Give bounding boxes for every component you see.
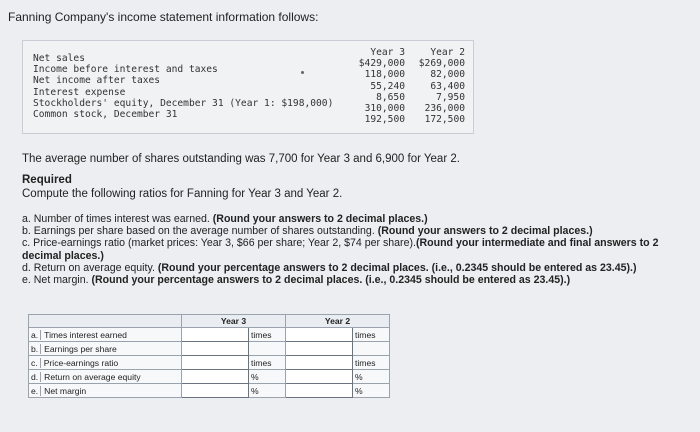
year2-value: 172,500 — [424, 114, 465, 126]
instruction-text: e. Net margin. — [22, 274, 92, 287]
year2-value: 63,400 — [430, 80, 465, 92]
instruction-text: b. Earnings per share based on the average number of shares outstanding. — [22, 225, 378, 238]
year3-value: 310,000 — [364, 103, 405, 115]
statement-label: Income before interest and taxes — [33, 64, 218, 76]
instruction-list — [22, 213, 696, 286]
year3-value: $429,000 — [358, 58, 405, 70]
row-label-text: Price-earnings ratio — [43, 357, 119, 368]
statement-label: Net income after taxes — [33, 75, 161, 87]
intro-text: Fanning Company's income statement information follows: — [8, 10, 319, 24]
year3-header: Year 3 — [182, 315, 286, 328]
year3-answer-input[interactable] — [182, 328, 249, 342]
year2-unit: % — [353, 370, 390, 384]
year2-answer-input[interactable] — [286, 342, 353, 356]
instruction-text: d. Return on average equity. — [22, 261, 158, 274]
instruction-item — [22, 225, 696, 237]
year2-value: 82,000 — [430, 69, 465, 81]
year3-heading: Year 3 — [370, 47, 405, 58]
instruction-item — [22, 274, 696, 286]
cursor-dot — [301, 71, 304, 74]
instruction-item — [22, 262, 696, 274]
year2-unit: % — [353, 384, 390, 398]
year2-header: Year 2 — [286, 315, 390, 328]
year2-heading: Year 2 — [430, 47, 465, 58]
year2-column — [415, 47, 465, 125]
year2-value: 7,950 — [436, 91, 465, 103]
year2-answer-input[interactable] — [286, 328, 353, 342]
answer-table — [28, 314, 390, 398]
answer-row — [29, 384, 390, 398]
year3-unit — [249, 342, 286, 356]
header-blank — [29, 315, 182, 328]
year3-unit: times — [249, 356, 286, 370]
row-key: b. — [31, 344, 41, 354]
answer-row-label — [29, 342, 182, 356]
year3-answer-input[interactable] — [182, 370, 249, 384]
income-statement-box — [22, 40, 474, 134]
row-label-text: Net margin — [44, 385, 87, 396]
answer-row-label — [29, 384, 182, 398]
row-key: c. — [31, 358, 41, 368]
answer-row — [29, 342, 390, 356]
answer-row-label — [29, 370, 182, 384]
instruction-rounding: (Round your intermediate and final answers to 2 decimal places.) — [22, 237, 659, 262]
year3-unit: times — [249, 328, 286, 342]
answer-row — [29, 370, 390, 384]
instruction-rounding: (Round your percentage answers to 2 decimal places. (i.e., 0.2345 should be entered as 23.45).) — [91, 274, 571, 287]
year2-value: 236,000 — [424, 103, 465, 115]
row-label-text: Times interest earned — [44, 329, 127, 340]
row-key: e. — [31, 386, 41, 396]
statement-labels — [33, 53, 333, 120]
year2-answer-input[interactable] — [286, 384, 353, 398]
instruction-item — [22, 237, 696, 261]
instruction-text: c. Price-earnings ratio (market prices: Year 3, $66 per share; Year 2, $74 per share). — [22, 237, 416, 250]
year3-unit: % — [249, 384, 286, 398]
answer-row — [29, 328, 390, 342]
year3-value: 8,650 — [376, 91, 405, 103]
year3-value: 192,500 — [364, 114, 405, 126]
year2-answer-input[interactable] — [286, 356, 353, 370]
year3-value: 118,000 — [364, 69, 405, 81]
row-label-text: Return on average equity — [44, 371, 141, 382]
year3-answer-input[interactable] — [182, 342, 249, 356]
required-text: Compute the following ratios for Fanning for Year 3 and Year 2. — [22, 188, 343, 200]
row-key: d. — [31, 372, 41, 382]
instruction-item — [22, 213, 696, 225]
instruction-rounding: (Round your answers to 2 decimal places.) — [212, 213, 428, 225]
instruction-text: a. Number of times interest was earned. — [22, 213, 213, 225]
answer-row-label — [29, 328, 182, 342]
instruction-rounding: (Round your percentage answers to 2 decimal places. (i.e., 0.2345 should be entered as 23.45).) — [157, 261, 637, 274]
year2-value: $269,000 — [418, 58, 465, 70]
year2-unit: times — [353, 356, 390, 370]
statement-label: Interest expense — [33, 86, 126, 98]
year2-unit — [353, 342, 390, 356]
shares-outstanding-text: The average number of shares outstanding was 7,700 for Year 3 and 6,900 for Year 2. — [22, 153, 460, 165]
year2-answer-input[interactable] — [286, 370, 353, 384]
answer-row-label — [29, 356, 182, 370]
year2-unit: times — [353, 328, 390, 342]
statement-label: Common stock, December 31 — [33, 109, 178, 121]
row-key: a. — [31, 330, 41, 340]
instruction-rounding: (Round your answers to 2 decimal places.) — [377, 225, 593, 238]
row-label-text: Earnings per share — [44, 343, 117, 354]
year3-column — [357, 47, 405, 125]
year3-answer-input[interactable] — [182, 384, 249, 398]
required-heading: Required — [22, 174, 72, 186]
answer-row — [29, 356, 390, 370]
year3-value: 55,240 — [370, 80, 405, 92]
answer-table-header — [29, 315, 390, 328]
statement-label: Stockholders' equity, December 31 (Year 1: $198,000) — [33, 97, 334, 109]
statement-label: Net sales — [33, 53, 85, 64]
year3-answer-input[interactable] — [182, 356, 249, 370]
year3-unit: % — [249, 370, 286, 384]
